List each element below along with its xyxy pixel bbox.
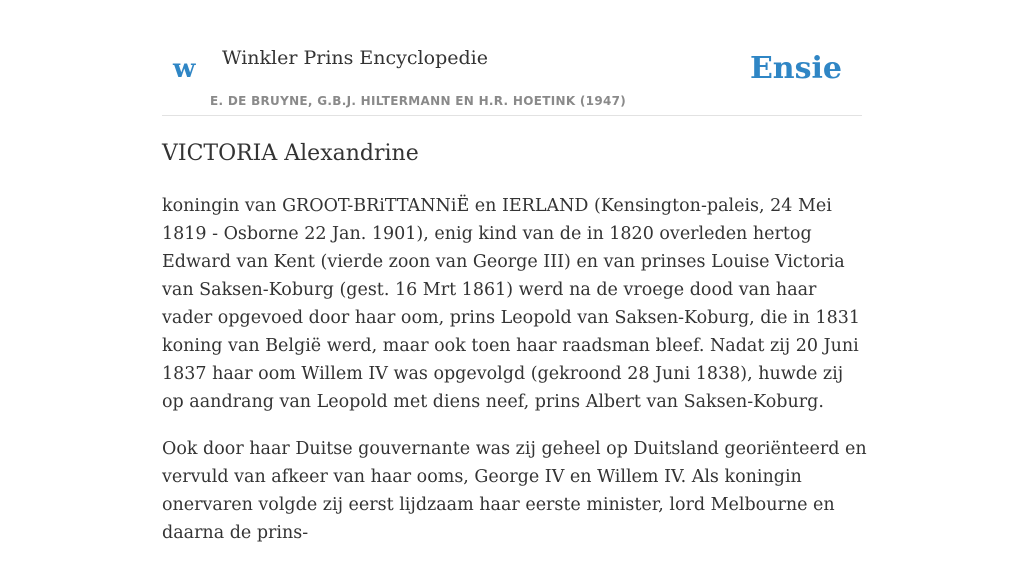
article-paragraph: Ook door haar Duitse gouvernante was zij geheel op Duitsland georiënteerd en vervuld van afkeer van haar ooms, George IV en Willem IV. Als koningin onervaren volgde zij eerst lijdzaam haar eerste minister, lord Melbourne en daarna de prins- <box>162 439 867 543</box>
article-body <box>162 192 867 566</box>
publication-authors: E. DE BRUYNE, G.B.J. HILTERMANN EN H.R. HOETINK (1947) <box>210 94 627 108</box>
publication-title-link[interactable]: Winkler Prins Encyclopedie <box>222 47 488 69</box>
publication-logo-icon[interactable]: w <box>173 54 196 84</box>
article-paragraph: koningin van GROOT-BRiTTANNiË en IERLAND (Kensington-paleis, 24 Mei 1819 - Osborne 22 Jan. 1901), enig kind van de in 1820 overleden hertog Edward van Kent (vierde zoon van George III) en van prinses Louise Victoria van Saksen-Koburg (gest. 16 Mrt 1861) werd na de vroege dood van haar vader opgevoed door haar oom, prins Leopold van Saksen-Koburg, die in 1831 koning van België werd, maar ook toen haar raadsman bleef. Nadat zij 20 Juni 1837 haar oom Willem IV was opgevolgd (gekroond 28 Juni 1838), huwde zij op aandrang van Leopold met diens neef, prins Albert van Saksen-Koburg. <box>162 196 860 412</box>
publication-header <box>162 40 862 116</box>
ensie-brand-link[interactable]: Ensie <box>749 51 842 86</box>
article-title: VICTORIA Alexandrine <box>162 141 419 166</box>
